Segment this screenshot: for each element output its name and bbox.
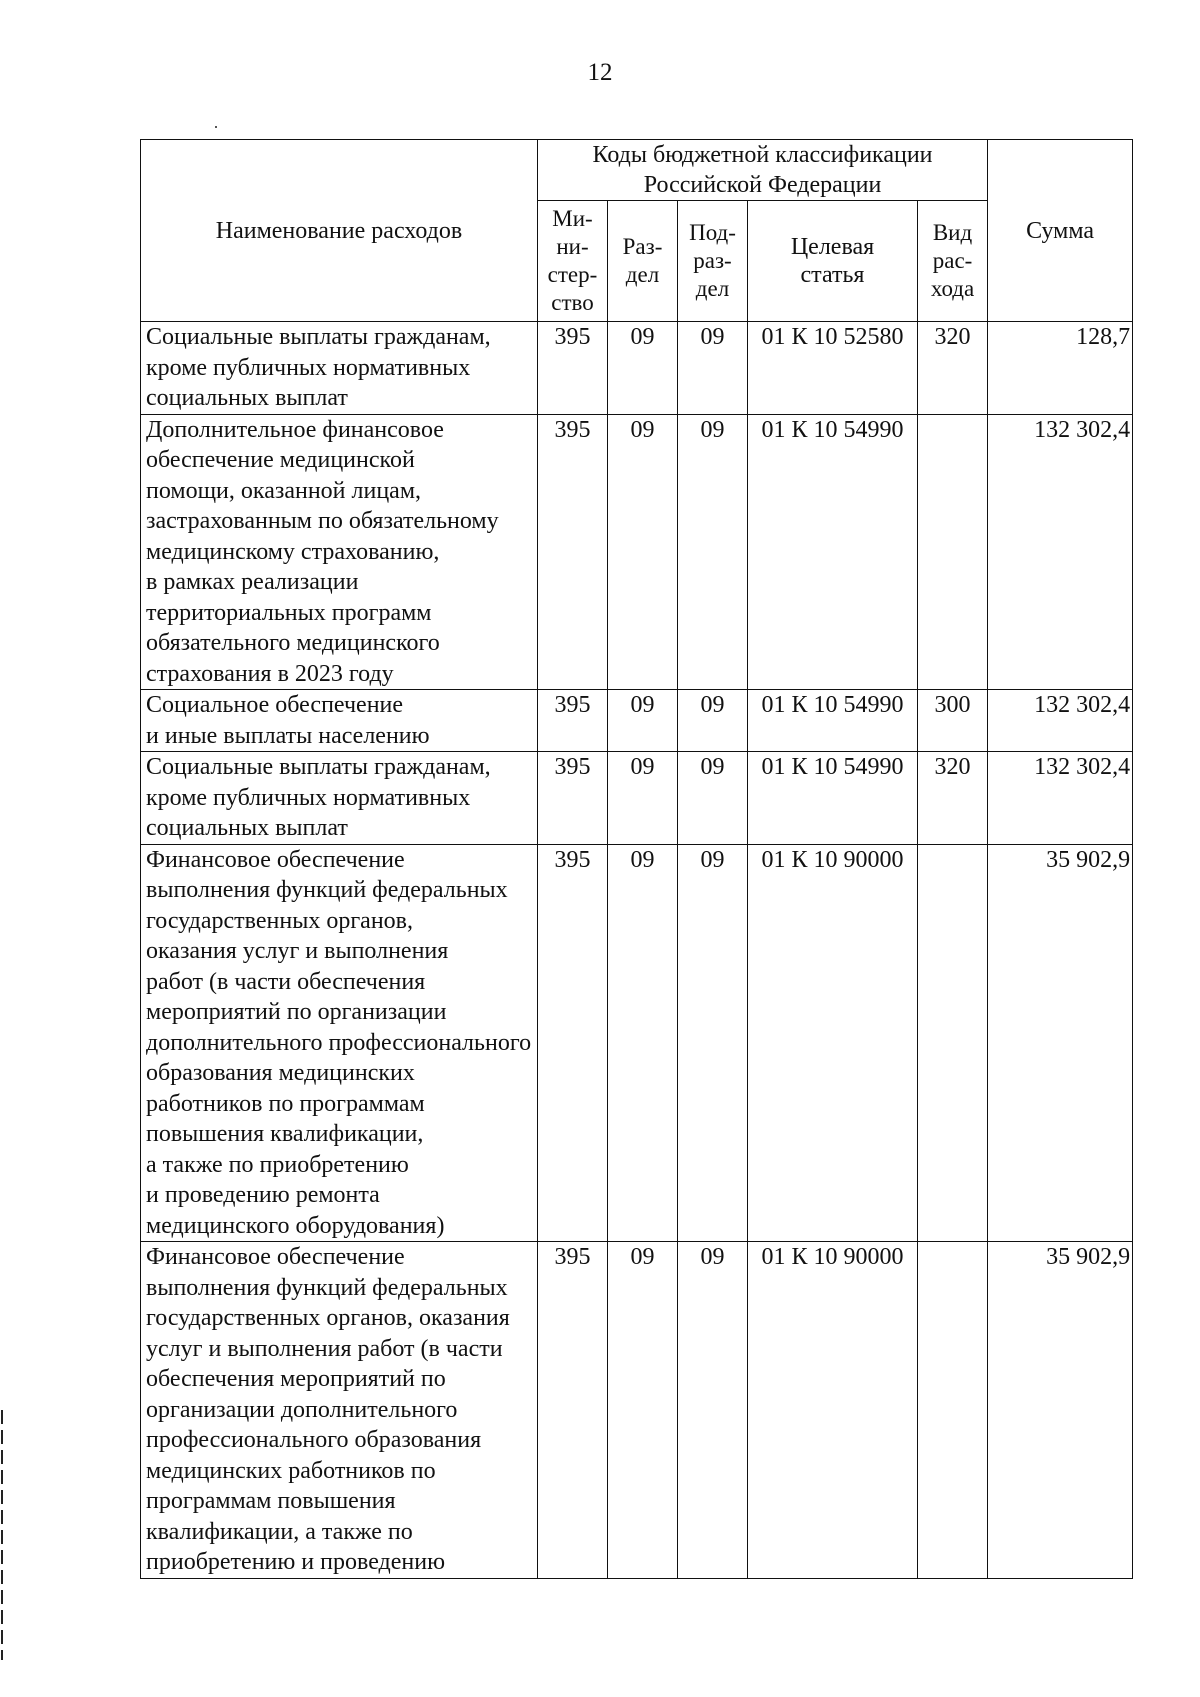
header-expense-type-label: Вид рас- хода xyxy=(930,220,975,301)
amount-cell: 132 302,4 xyxy=(988,690,1133,752)
expense-type-cell xyxy=(918,1242,988,1579)
header-section xyxy=(608,201,678,322)
expense-name-cell: Социальные выплаты гражданам, кроме публичных нормативных социальных выплат xyxy=(141,322,538,415)
expense-name-cell: Финансовое обеспечение выполнения функций федеральных государственных органов, оказания услуг и выполнения работ (в части обеспечения мероприятий по организации дополнительного профессионального образования медицинских работников по программам повышения квалификации, а также по приобретению и проведению xyxy=(141,1242,538,1579)
expense-type-cell xyxy=(918,844,988,1242)
page-number: 12 xyxy=(587,59,613,86)
budget-classification-table xyxy=(140,139,1133,1579)
subsection-code-cell: 09 xyxy=(678,690,748,752)
ministry-code-cell: 395 xyxy=(538,752,608,845)
table-row xyxy=(141,1242,1133,1579)
header-name xyxy=(141,140,538,322)
expense-type-cell xyxy=(918,414,988,690)
ministry-code-cell: 395 xyxy=(538,690,608,752)
table-row xyxy=(141,752,1133,845)
section-code-cell: 09 xyxy=(608,1242,678,1579)
amount-cell: 132 302,4 xyxy=(988,752,1133,845)
section-code-cell: 09 xyxy=(608,414,678,690)
header-subsection-label: Под- раз- дел xyxy=(689,220,736,301)
header-section-label: Раз- дел xyxy=(622,234,663,287)
table-body xyxy=(141,322,1133,1579)
section-code-cell: 09 xyxy=(608,322,678,415)
header-subsection xyxy=(678,201,748,322)
table-row xyxy=(141,690,1133,752)
expense-type-cell: 320 xyxy=(918,322,988,415)
ministry-code-cell: 395 xyxy=(538,844,608,1242)
header-amount-label: Сумма xyxy=(1026,217,1095,244)
amount-cell: 35 902,9 xyxy=(988,844,1133,1242)
scan-artifact-dot xyxy=(215,126,217,128)
table-row xyxy=(141,322,1133,415)
section-code-cell: 09 xyxy=(608,690,678,752)
subsection-code-cell: 09 xyxy=(678,322,748,415)
expense-name-cell: Социальное обеспечение и иные выплаты населению xyxy=(141,690,538,752)
header-ministry-label: Ми- ни- стер- ство xyxy=(547,206,598,315)
expense-name-cell: Дополнительное финансовое обеспечение медицинской помощи, оказанной лицам, застрахованным по обязательному медицинскому страхованию, в рамках реализации территориальных программ обязательного медицинского страхования в 2023 году xyxy=(141,414,538,690)
section-code-cell: 09 xyxy=(608,752,678,845)
table-row xyxy=(141,844,1133,1242)
header-codes-group xyxy=(538,140,988,201)
section-code-cell: 09 xyxy=(608,844,678,1242)
ministry-code-cell: 395 xyxy=(538,322,608,415)
scan-artifact-edge xyxy=(1,1410,3,1660)
subsection-code-cell: 09 xyxy=(678,414,748,690)
header-amount xyxy=(988,140,1133,322)
expense-type-cell: 320 xyxy=(918,752,988,845)
target-article-cell: 01 К 10 90000 xyxy=(748,1242,918,1579)
target-article-cell: 01 К 10 54990 xyxy=(748,752,918,845)
ministry-code-cell: 395 xyxy=(538,414,608,690)
header-name-label: Наименование расходов xyxy=(215,217,463,244)
expense-type-cell: 300 xyxy=(918,690,988,752)
amount-cell: 128,7 xyxy=(988,322,1133,415)
header-ministry xyxy=(538,201,608,322)
header-codes-group-label: Коды бюджетной классификации Российской Федерации xyxy=(592,142,933,198)
table-row xyxy=(141,414,1133,690)
amount-cell: 35 902,9 xyxy=(988,1242,1133,1579)
target-article-cell: 01 К 10 52580 xyxy=(748,322,918,415)
header-target-article-label: Целевая статья xyxy=(790,234,875,288)
target-article-cell: 01 К 10 90000 xyxy=(748,844,918,1242)
ministry-code-cell: 395 xyxy=(538,1242,608,1579)
subsection-code-cell: 09 xyxy=(678,1242,748,1579)
subsection-code-cell: 09 xyxy=(678,844,748,1242)
amount-cell: 132 302,4 xyxy=(988,414,1133,690)
target-article-cell: 01 К 10 54990 xyxy=(748,690,918,752)
expense-name-cell: Финансовое обеспечение выполнения функций федеральных государственных органов, оказания услуг и выполнения работ (в части обеспечения мероприятий по организации дополнительного профессионального образования медицинских работников по программам повышения квалификации, а также по приобретению и проведению ремонта медицинского оборудования) xyxy=(141,844,538,1242)
subsection-code-cell: 09 xyxy=(678,752,748,845)
header-row-top xyxy=(141,140,1133,201)
table-header xyxy=(141,140,1133,322)
header-expense-type xyxy=(918,201,988,322)
header-target-article xyxy=(748,201,918,322)
expense-name-cell: Социальные выплаты гражданам, кроме публичных нормативных социальных выплат xyxy=(141,752,538,845)
target-article-cell: 01 К 10 54990 xyxy=(748,414,918,690)
